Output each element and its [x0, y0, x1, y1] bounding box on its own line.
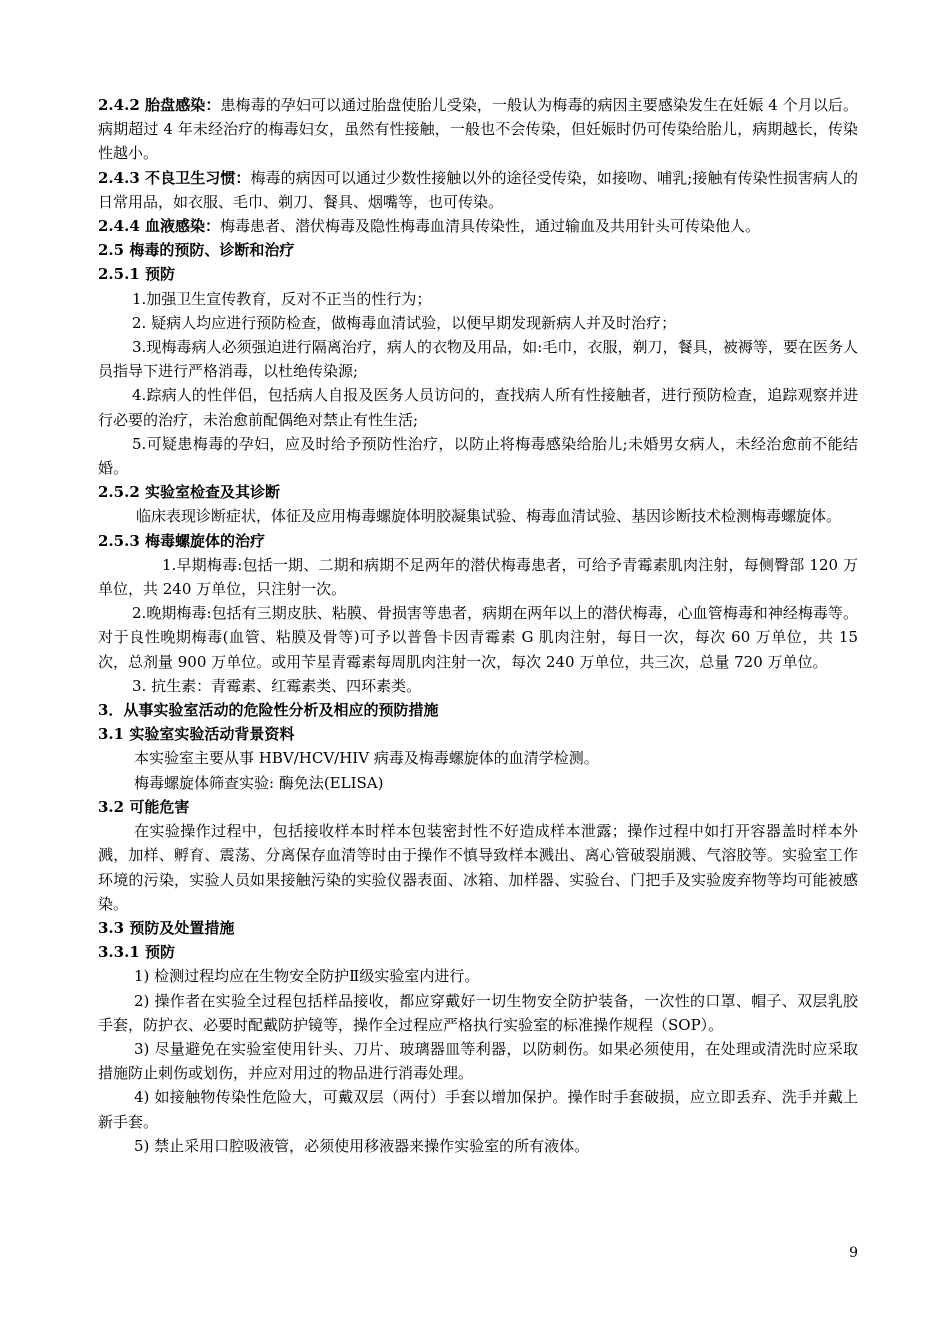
- list-item: 2. 疑病人均应进行预防检查，做梅毒血清试验，以便早期发现新病人并及时治疗；: [132, 313, 677, 332]
- paragraph-2-4-4: [98, 214, 858, 238]
- list-item: 1.加强卫生宣传教育，反对不正当的性行为；: [132, 289, 432, 308]
- paragraph-2-4-2: [98, 93, 858, 166]
- list-item: 3. 抗生素：青霉素、红霉素类、四环素类。: [132, 676, 422, 695]
- list-item: 3.现梅毒病人必须强迫进行隔离治疗，病人的衣物及用品，如:毛巾，衣服，剃刀，餐具，被褥等，要在医务人员指导下进行严格消毒，以杜绝传染源;: [98, 338, 858, 381]
- page-body: [98, 93, 858, 1158]
- list-item: 2.晚期梅毒:包括有三期皮肤、粘膜、骨损害等患者，病期在两年以上的潜伏梅毒，心血管梅毒和神经梅毒等。对于良性晚期梅毒(血管、粘膜及骨等)可予以普鲁卡因青霉素 G 肌肉注射，每日一次，每次 60 万单位，共 15 次，总剂量 900 万单位。或用苄星青霉素每周肌肉注射一次，每次 240 万单位，共三次，总量 720 万单位。: [98, 604, 858, 671]
- list-item: 3) 尽量避免在实验室使用针头、刀片、玻璃器皿等利器，以防刺伤。如果必须使用，在处理或清洗时应采取措施防止刺伤或划伤，并应对用过的物品进行消毒处理。: [98, 1039, 858, 1083]
- list-item: 2) 操作者在实验全过程包括样品接收，都应穿戴好一切生物安全防护装备，一次性的口罩、帽子、双层乳胶手套，防护衣、必要时配戴防护镜等，操作全过程应严格执行实验室的标准操作规程（SOP）。: [98, 991, 858, 1034]
- heading-3-1: 3.1 实验室实验活动背景资料: [98, 725, 295, 744]
- paragraph-3-1-line2: 梅毒螺旋体筛查实验: 酶免法(ELISA): [134, 773, 384, 792]
- list-item: 1.早期梅毒:包括一期、二期和病期不足两年的潜伏梅毒患者，可给予青霉素肌肉注射，每侧臀部 120 万单位，共 240 万单位，只注射一次。: [98, 555, 858, 599]
- page-number: 9: [849, 1245, 858, 1261]
- list-item: 4) 如接触物传染性危险大，可戴双层（两付）手套以增加保护。操作时手套破损，应立即丢弃、洗手并戴上新手套。: [98, 1088, 858, 1131]
- label-2-4-4: 2.4.4 血液感染：: [98, 217, 220, 236]
- heading-2-5-2: 2.5.2 实验室检查及其诊断: [98, 483, 280, 502]
- paragraph-3-2: 在实验操作过程中，包括接收样本时样本包装密封性不好造成样本泄露；操作过程中如打开容器盖时样本外溅，加样、孵育、震荡、分离保存血清等时由于操作不慎导致样本溅出、离心管破裂崩溅、气溶胶等。实验室工作环境的污染，实验人员如果接触污染的实验仪器表面、冰箱、加样器、实验台、门把手及实验废弃物等均可能被感染。: [98, 822, 858, 913]
- paragraph-2-5-2: 临床表现诊断症状，体征及应用梅毒螺旋体明胶凝集试验、梅毒血清试验、基因诊断技术检测梅毒螺旋体。: [136, 507, 842, 526]
- heading-3-2: 3.2 可能危害: [98, 797, 190, 816]
- heading-2-5-3: 2.5.3 梅毒螺旋体的治疗: [98, 531, 265, 550]
- text-2-4-4: 梅毒患者、潜伏梅毒及隐性梅毒血清具传染性，通过输血及共用针头可传染他人。: [219, 217, 760, 236]
- paragraph-3-1-line1: 本实验室主要从事 HBV/HCV/HIV 病毒及梅毒螺旋体的血清学检测。: [134, 749, 599, 768]
- heading-3: 3．从事实验室活动的危险性分析及相应的预防措施: [98, 701, 439, 720]
- label-2-4-2: 2.4.2 胎盘感染：: [98, 96, 221, 114]
- heading-3-3-1: 3.3.1 预防: [98, 943, 175, 962]
- label-2-4-3: 2.4.3 不良卫生习惯：: [98, 168, 251, 187]
- heading-3-3: 3.3 预防及处置措施: [98, 918, 235, 937]
- heading-2-5: 2.5 梅毒的预防、诊断和治疗: [98, 241, 295, 260]
- text-2-4-2: 患梅毒的孕妇可以通过胎盘使胎儿受染，一般认为梅毒的病因主要感染发生在妊娠 4 个月以后。病期超过 4 年未经治疗的梅毒妇女，虽然有性接触，一般也不会传染，但妊娠时仍可传染给胎儿，病期越长，传染性越小。: [98, 96, 858, 163]
- text-2-4-3: 梅毒的病因可以通过少数性接触以外的途径受传染，如接吻、哺乳;接触有传染性损害病人的日常用品，如衣服、毛巾、剃刀、餐具、烟嘴等，也可传染。: [98, 168, 859, 211]
- paragraph-2-4-3: [98, 166, 858, 214]
- list-item: 4.踪病人的性伴侣，包括病人自报及医务人员访问的，查找病人所有性接触者，进行预防检查，追踪观察并进行必要的治疗，未治愈前配偶绝对禁止有性生活;: [98, 386, 858, 429]
- list-item: 5) 禁止采用口腔吸液管，必须使用移液器来操作实验室的所有液体。: [134, 1136, 590, 1155]
- list-item: 5.可疑患梅毒的孕妇，应及时给予预防性治疗，以防止将梅毒感染给胎儿;未婚男女病人，未经治愈前不能结婚。: [98, 434, 858, 478]
- list-item: 1) 检测过程均应在生物安全防护Ⅱ级实验室内进行。: [134, 967, 480, 986]
- heading-2-5-1: 2.5.1 预防: [98, 265, 175, 284]
